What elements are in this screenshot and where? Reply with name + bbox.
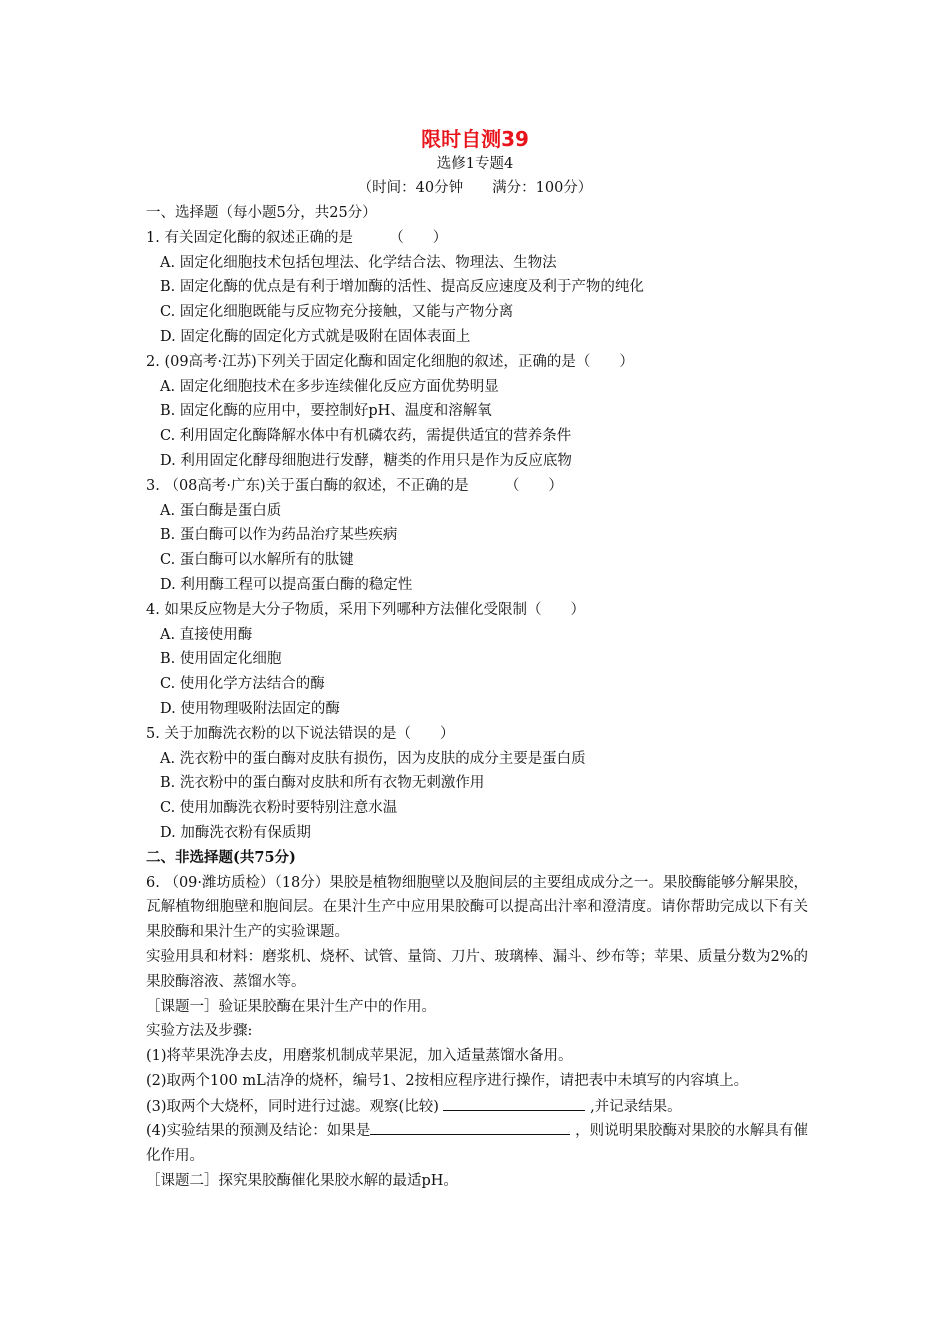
option-d: D. 固定化酶的固定化方式就是吸附在固体表面上 [160, 328, 471, 345]
question-5 [146, 722, 808, 846]
step-4-text: (4)实验结果的预测及结论：如果是 [146, 1123, 371, 1140]
option-c: C. 固定化细胞既能与反应物充分接触，又能与产物分离 [160, 304, 514, 321]
question-stem: 5. 关于加酶洗衣粉的以下说法错误的是（ ） [146, 725, 455, 742]
steps-heading: 实验方法及步骤: [146, 1023, 253, 1040]
question-stem: 2. (09高考·江苏)下列关于固定化酶和固定化细胞的叙述，正确的是（ ） [146, 353, 634, 370]
option-d: D. 使用物理吸附法固定的酶 [160, 700, 340, 717]
step-4-suffix: ，则说明果胶酶对果胶的水解具有催化作用。 [146, 1123, 808, 1165]
step-3-suffix: ,并记录结果。 [585, 1098, 682, 1115]
step-3-text: (3)取两个大烧杯，同时进行过滤。观察(比较) [146, 1098, 444, 1115]
question-4 [146, 598, 808, 722]
option-a: A. 固定化细胞技术包括包埋法、化学结合法、物理法、生物法 [160, 254, 557, 271]
option-b: B. 固定化酶的应用中，要控制好pH、温度和溶解氧 [160, 403, 492, 420]
option-d: D. 利用酶工程可以提高蛋白酶的稳定性 [160, 576, 413, 593]
topic-1-heading: ［课题一］验证果胶酶在果汁生产中的作用。 [146, 998, 436, 1015]
step-3 [146, 1094, 808, 1119]
question-1 [146, 226, 808, 350]
option-d: D. 加酶洗衣粉有保质期 [160, 824, 311, 841]
option-a: A. 洗衣粉中的蛋白酶对皮肤有损伤，因为皮肤的成分主要是蛋白质 [160, 750, 586, 767]
question-stem: 1. 有关固定化酶的叙述正确的是 （ ） [146, 229, 448, 246]
option-a: A. 蛋白酶是蛋白质 [160, 502, 282, 519]
option-b: B. 固定化酶的优点是有利于增加酶的活性、提高反应速度及利于产物的纯化 [160, 279, 644, 296]
option-c: C. 使用化学方法结合的酶 [160, 676, 325, 693]
option-a: A. 直接使用酶 [160, 626, 253, 643]
question-2 [146, 350, 808, 474]
option-a: A. 固定化细胞技术在多步连续催化反应方面优势明显 [160, 378, 499, 395]
option-d: D. 利用固定化酵母细胞进行发酵，糖类的作用只是作为反应底物 [160, 452, 572, 469]
page-title: 限时自测39 [421, 127, 529, 151]
question-stem: 4. 如果反应物是大分子物质，采用下列哪种方法催化受限制（ ） [146, 601, 585, 618]
document-body [146, 201, 808, 1194]
answer-blank[interactable] [443, 1094, 585, 1111]
option-b: B. 蛋白酶可以作为药品治疗某些疾病 [160, 527, 398, 544]
option-b: B. 使用固定化细胞 [160, 651, 282, 668]
question-3 [146, 474, 808, 598]
option-b: B. 洗衣粉中的蛋白酶对皮肤和所有衣物无刺激作用 [160, 775, 485, 792]
option-c: C. 蛋白酶可以水解所有的肽键 [160, 552, 354, 569]
answer-blank[interactable] [370, 1118, 570, 1135]
step-4 [146, 1118, 808, 1169]
exam-meta: （时间：40分钟 满分：100分） [357, 180, 593, 196]
option-c: C. 使用加酶洗衣粉时要特别注意水温 [160, 800, 398, 817]
question-6 [146, 871, 808, 1194]
section-heading-nonchoice: 二、非选择题(共75分) [146, 848, 296, 866]
step-1: (1)将苹果洗净去皮，用磨浆机制成苹果泥，加入适量蒸馏水备用。 [146, 1048, 573, 1065]
option-c: C. 利用固定化酶降解水体中有机磷农药，需提供适宜的营养条件 [160, 428, 572, 445]
section-heading-choice: 一、选择题（每小题5分，共25分） [146, 205, 377, 221]
page-subtitle: 选修1专题4 [436, 156, 514, 172]
question-stem: 3. （08高考·广东)关于蛋白酶的叙述，不正确的是 （ ） [146, 477, 563, 494]
step-2: (2)取两个100 mL洁净的烧杯，编号1、2按相应程序进行操作，请把表中未填写的内容填上。 [146, 1072, 749, 1089]
topic-2-heading: ［课题二］探究果胶酶催化果胶水解的最适pH。 [146, 1173, 458, 1190]
question-6-intro: 6. （09·潍坊质检）（18分）果胶是植物细胞壁以及胞间层的主要组成成分之一。果胶酶能够分解果胶，瓦解植物细胞壁和胞间层。在果汁生产中应用果胶酶可以提高出汁率和澄清度。请你帮助完成以下有关果胶酶和果汁生产的实验课题。 [146, 874, 808, 941]
materials-paragraph: 实验用具和材料：磨浆机、烧杯、试管、量筒、刀片、玻璃棒、漏斗、纱布等；苹果、质量分数为2%的果胶酶溶液、蒸馏水等。 [146, 948, 808, 990]
